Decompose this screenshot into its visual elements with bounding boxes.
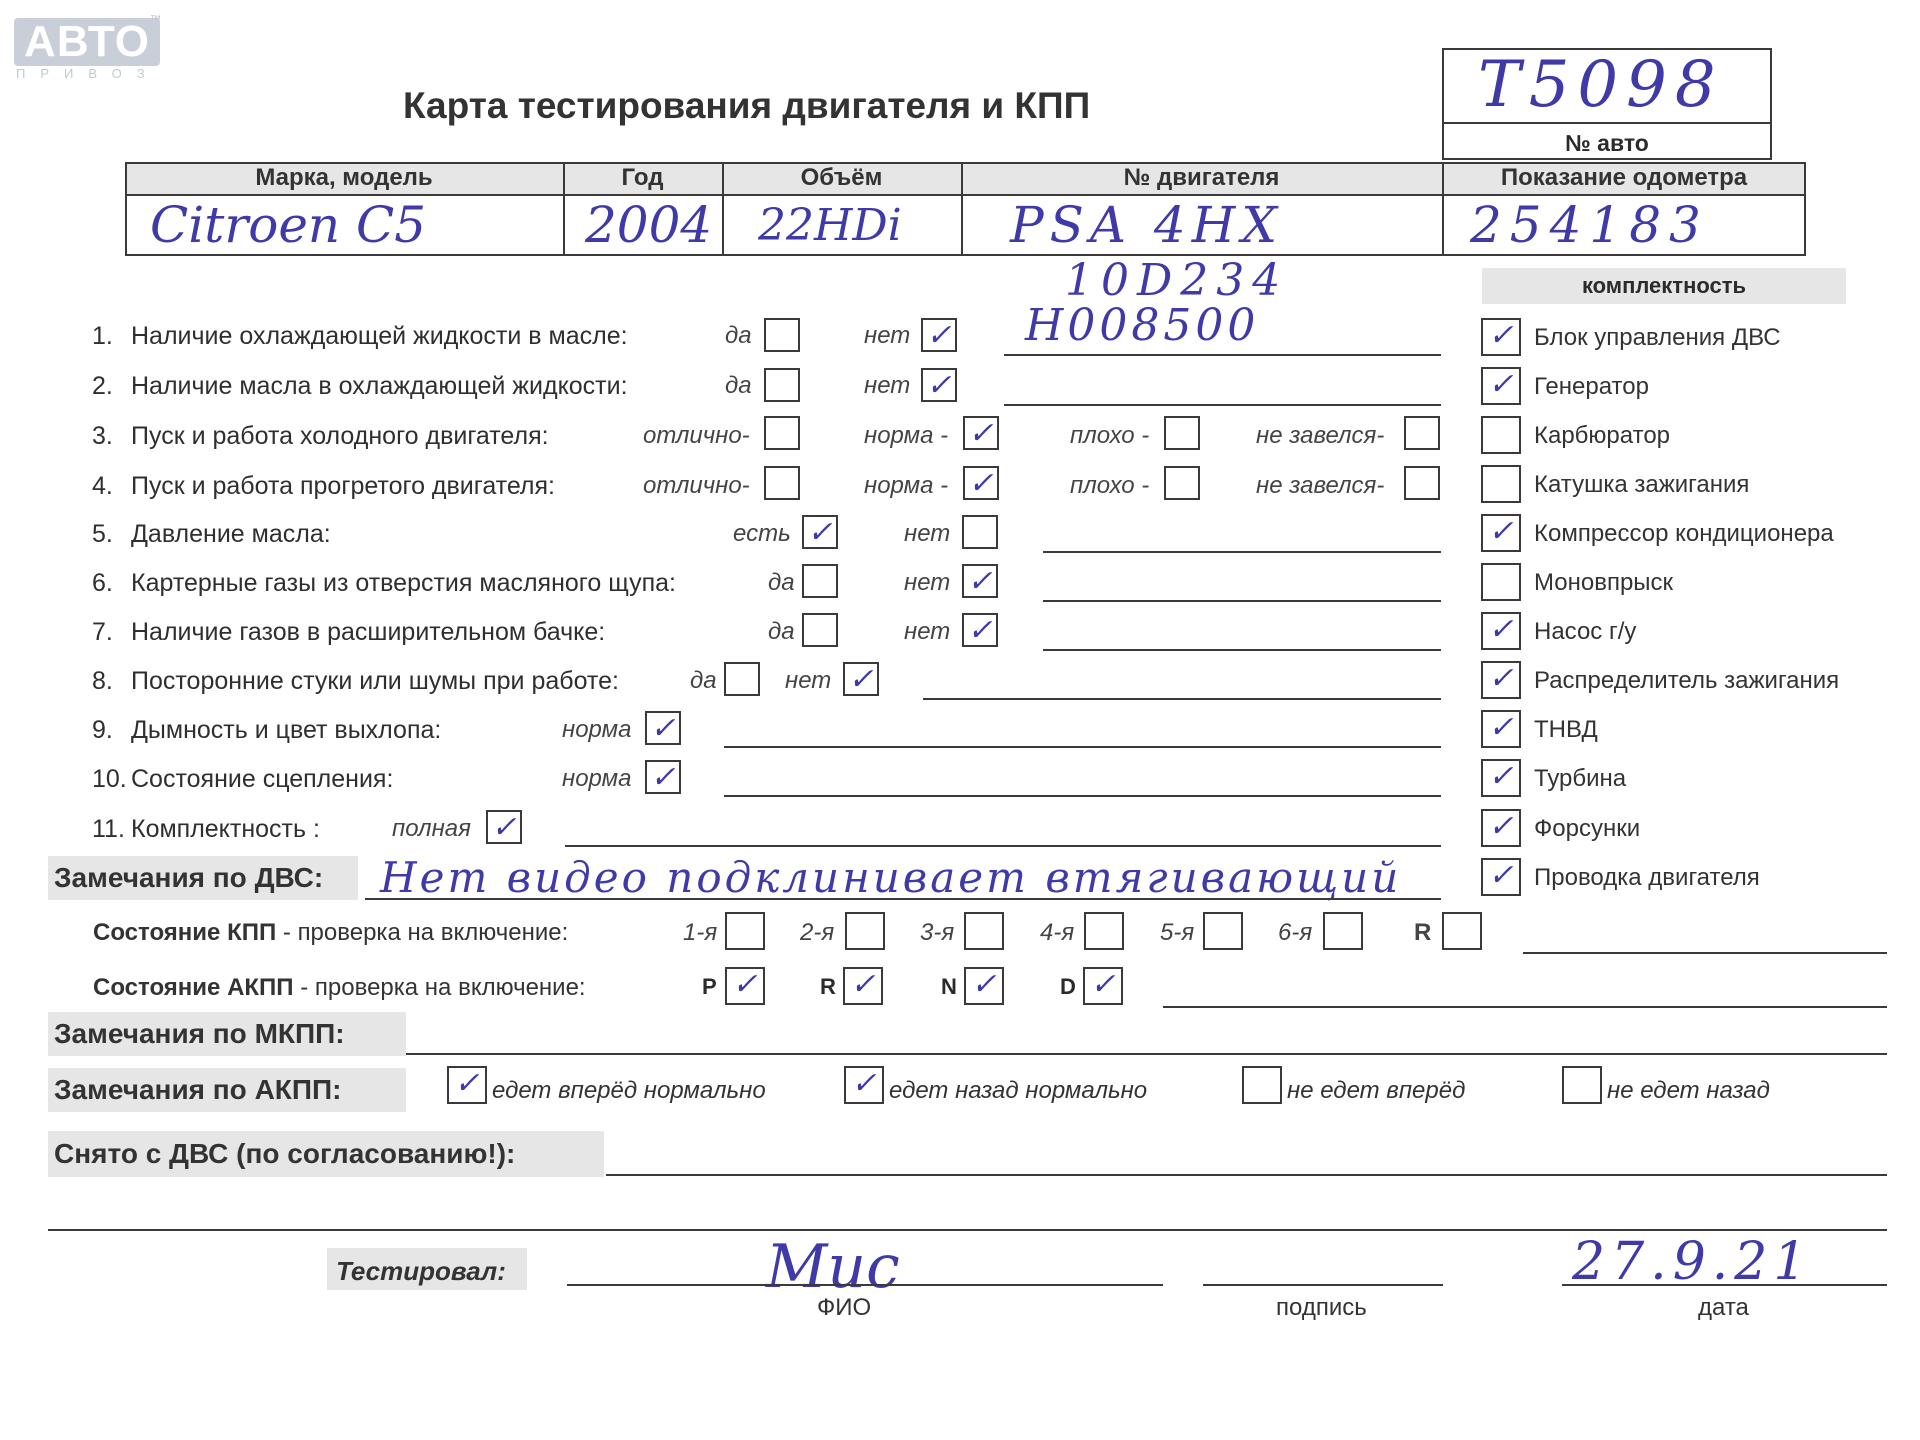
header-col-model: Марка, модель (255, 164, 433, 191)
item-7-label: Наличие газов в расширительном бачке: (131, 618, 606, 646)
item-11-label: Комплектность : (131, 815, 320, 843)
mkpp-remarks-label: Замечания по МКПП: (54, 1018, 345, 1049)
avto-privoz-logo: АВТО (14, 18, 160, 66)
logo-subtitle: ПРИВОЗ (16, 66, 160, 81)
item-3-bad-checkbox[interactable] (1164, 416, 1200, 450)
kit-turbine-label: Турбина (1534, 765, 1627, 792)
item-3-excellent-checkbox[interactable] (764, 416, 800, 450)
kit-generator-label: Генератор (1534, 373, 1649, 400)
signature: Мис (766, 1232, 900, 1302)
value-model: Citroen C5 (150, 196, 427, 254)
item-3-label: Пуск и работа холодного двигателя: (131, 422, 549, 450)
item-8-label: Посторонние стуки или шумы при работе: (131, 667, 619, 695)
item-4-excellent-checkbox[interactable] (764, 466, 800, 500)
kit-engine-wiring-checkbox[interactable]: ✓ (1481, 858, 1521, 896)
car-number-label: № авто (1565, 130, 1649, 156)
kpp-label: Состояние КПП - проверка на включение: (93, 919, 569, 946)
akpp-label: Состояние АКПП - проверка на включение: (93, 974, 586, 1001)
kit-monoinjection-label: Моновпрыск (1534, 569, 1674, 596)
fio-caption: ФИО (817, 1294, 872, 1321)
kit-distributor-checkbox[interactable]: ✓ (1481, 661, 1521, 699)
item-3-normal-checkbox[interactable]: ✓ (963, 416, 999, 450)
value-engine-extra-1: 10D234 (1065, 255, 1289, 306)
kit-engine-wiring-label: Проводка двигателя (1534, 864, 1760, 891)
akpp-no-backward-label: не едет назад (1607, 1077, 1770, 1104)
gear-1-checkbox[interactable] (725, 912, 765, 950)
car-number-value: T5098 (1478, 48, 1724, 122)
item-3-not-started-checkbox[interactable] (1404, 416, 1440, 450)
gear-2-checkbox[interactable] (845, 912, 885, 950)
item-8-no-checkbox[interactable]: ✓ (843, 662, 879, 696)
value-year: 2004 (585, 196, 713, 254)
item-6-label: Картерные газы из отверстия масляного щупа: (131, 569, 676, 597)
trademark-sign: ™ (150, 14, 161, 26)
item-5-no-checkbox[interactable] (962, 515, 998, 549)
removed-label: Снято с ДВС (по согласованию!): (54, 1138, 516, 1169)
item-2-label: Наличие масла в охлаждающей жидкости: (131, 372, 628, 400)
kit-ignition-coil-checkbox[interactable] (1481, 465, 1521, 503)
header-col-year: Год (621, 164, 664, 191)
item-2-no-checkbox[interactable]: ✓ (921, 368, 957, 402)
item-4-label: Пуск и работа прогретого двигателя: (131, 472, 555, 500)
gear-4-checkbox[interactable] (1084, 912, 1124, 950)
item-8-yes-checkbox[interactable] (724, 662, 760, 696)
date-caption: дата (1698, 1294, 1749, 1321)
kit-injection-pump-label: ТНВД (1534, 716, 1598, 743)
item-10-normal-checkbox[interactable]: ✓ (645, 760, 681, 794)
item-7-no-checkbox[interactable]: ✓ (962, 613, 998, 647)
gear-6-checkbox[interactable] (1323, 912, 1363, 950)
akpp-n-checkbox[interactable]: ✓ (964, 967, 1004, 1005)
dvs-remarks-value: Нет видео подклинивает втягивающий (380, 853, 1402, 902)
kit-ac-compressor-label: Компрессор кондиционера (1534, 520, 1834, 547)
value-engine-extra-2: H008500 (1025, 300, 1260, 351)
kit-injection-pump-checkbox[interactable]: ✓ (1481, 710, 1521, 748)
item-4-bad-checkbox[interactable] (1164, 466, 1200, 500)
item-11-full-checkbox[interactable]: ✓ (486, 810, 522, 844)
gear-5-checkbox[interactable] (1203, 912, 1243, 950)
item-5-label: Давление масла: (131, 520, 331, 548)
kit-ecu-label: Блок управления ДВС (1534, 324, 1781, 351)
akpp-forward-ok-label: едет вперёд нормально (492, 1077, 766, 1104)
tested-label: Тестировал: (336, 1256, 506, 1286)
item-4-normal-checkbox[interactable]: ✓ (963, 466, 999, 500)
kit-ps-pump-checkbox[interactable]: ✓ (1481, 612, 1521, 650)
kit-monoinjection-checkbox[interactable] (1481, 563, 1521, 601)
akpp-backward-ok-label: едет назад нормально (889, 1077, 1148, 1104)
akpp-forward-ok-checkbox[interactable]: ✓ (447, 1066, 487, 1104)
kit-turbine-checkbox[interactable]: ✓ (1481, 759, 1521, 797)
kit-carburetor-checkbox[interactable] (1481, 416, 1521, 454)
kit-generator-checkbox[interactable]: ✓ (1481, 367, 1521, 405)
item-2-yes-checkbox[interactable] (764, 368, 800, 402)
item-9-normal-checkbox[interactable]: ✓ (645, 711, 681, 745)
kit-ignition-coil-label: Катушка зажигания (1534, 471, 1750, 498)
item-4-not-started-checkbox[interactable] (1404, 466, 1440, 500)
value-odometer: 254183 (1470, 196, 1709, 254)
header-col-odometer: Показание одометра (1500, 164, 1748, 191)
value-volume: 22HDi (758, 200, 902, 251)
kit-title: комплектность (1482, 268, 1846, 304)
item-10-label: Состояние сцепления: (131, 765, 394, 793)
gear-r-checkbox[interactable] (1442, 912, 1482, 950)
akpp-remarks-label: Замечания по АКПП: (54, 1074, 342, 1105)
header-col-engine-no: № двигателя (1123, 164, 1280, 191)
akpp-d-checkbox[interactable]: ✓ (1083, 967, 1123, 1005)
item-6-yes-checkbox[interactable] (802, 564, 838, 598)
value-engine-no: PSA 4HX (1010, 196, 1283, 254)
item-6-no-checkbox[interactable]: ✓ (962, 564, 998, 598)
kit-ps-pump-label: Насос г/у (1534, 618, 1637, 645)
item-1-no-checkbox[interactable]: ✓ (921, 318, 957, 352)
test-date: 27.9.21 (1572, 1232, 1813, 1292)
akpp-r-checkbox[interactable]: ✓ (843, 967, 883, 1005)
signature-caption: подпись (1276, 1294, 1367, 1321)
kit-distributor-label: Распределитель зажигания (1534, 667, 1840, 694)
kit-injectors-checkbox[interactable]: ✓ (1481, 809, 1521, 847)
kit-ecu-checkbox[interactable]: ✓ (1481, 318, 1521, 356)
akpp-no-forward-checkbox[interactable] (1242, 1066, 1282, 1104)
akpp-no-forward-label: не едет вперёд (1287, 1077, 1466, 1104)
kit-ac-compressor-checkbox[interactable]: ✓ (1481, 514, 1521, 552)
document-title: Карта тестирования двигателя и КПП (403, 85, 1091, 126)
gear-3-checkbox[interactable] (964, 912, 1004, 950)
item-9-label: Дымность и цвет выхлопа: (131, 716, 442, 744)
kit-carburetor-label: Карбюратор (1534, 422, 1671, 449)
item-5-yes-checkbox[interactable]: ✓ (802, 515, 838, 549)
kit-injectors-label: Форсунки (1534, 815, 1641, 842)
akpp-backward-ok-checkbox[interactable]: ✓ (844, 1066, 884, 1104)
item-1-label: Наличие охлаждающей жидкости в масле: (131, 322, 628, 350)
header-col-volume: Объём (800, 164, 883, 191)
akpp-p-checkbox[interactable]: ✓ (725, 967, 765, 1005)
dvs-remarks-label: Замечания по ДВС: (54, 862, 324, 893)
akpp-no-backward-checkbox[interactable] (1562, 1066, 1602, 1104)
item-7-yes-checkbox[interactable] (802, 613, 838, 647)
item-1-yes-checkbox[interactable] (764, 318, 800, 352)
